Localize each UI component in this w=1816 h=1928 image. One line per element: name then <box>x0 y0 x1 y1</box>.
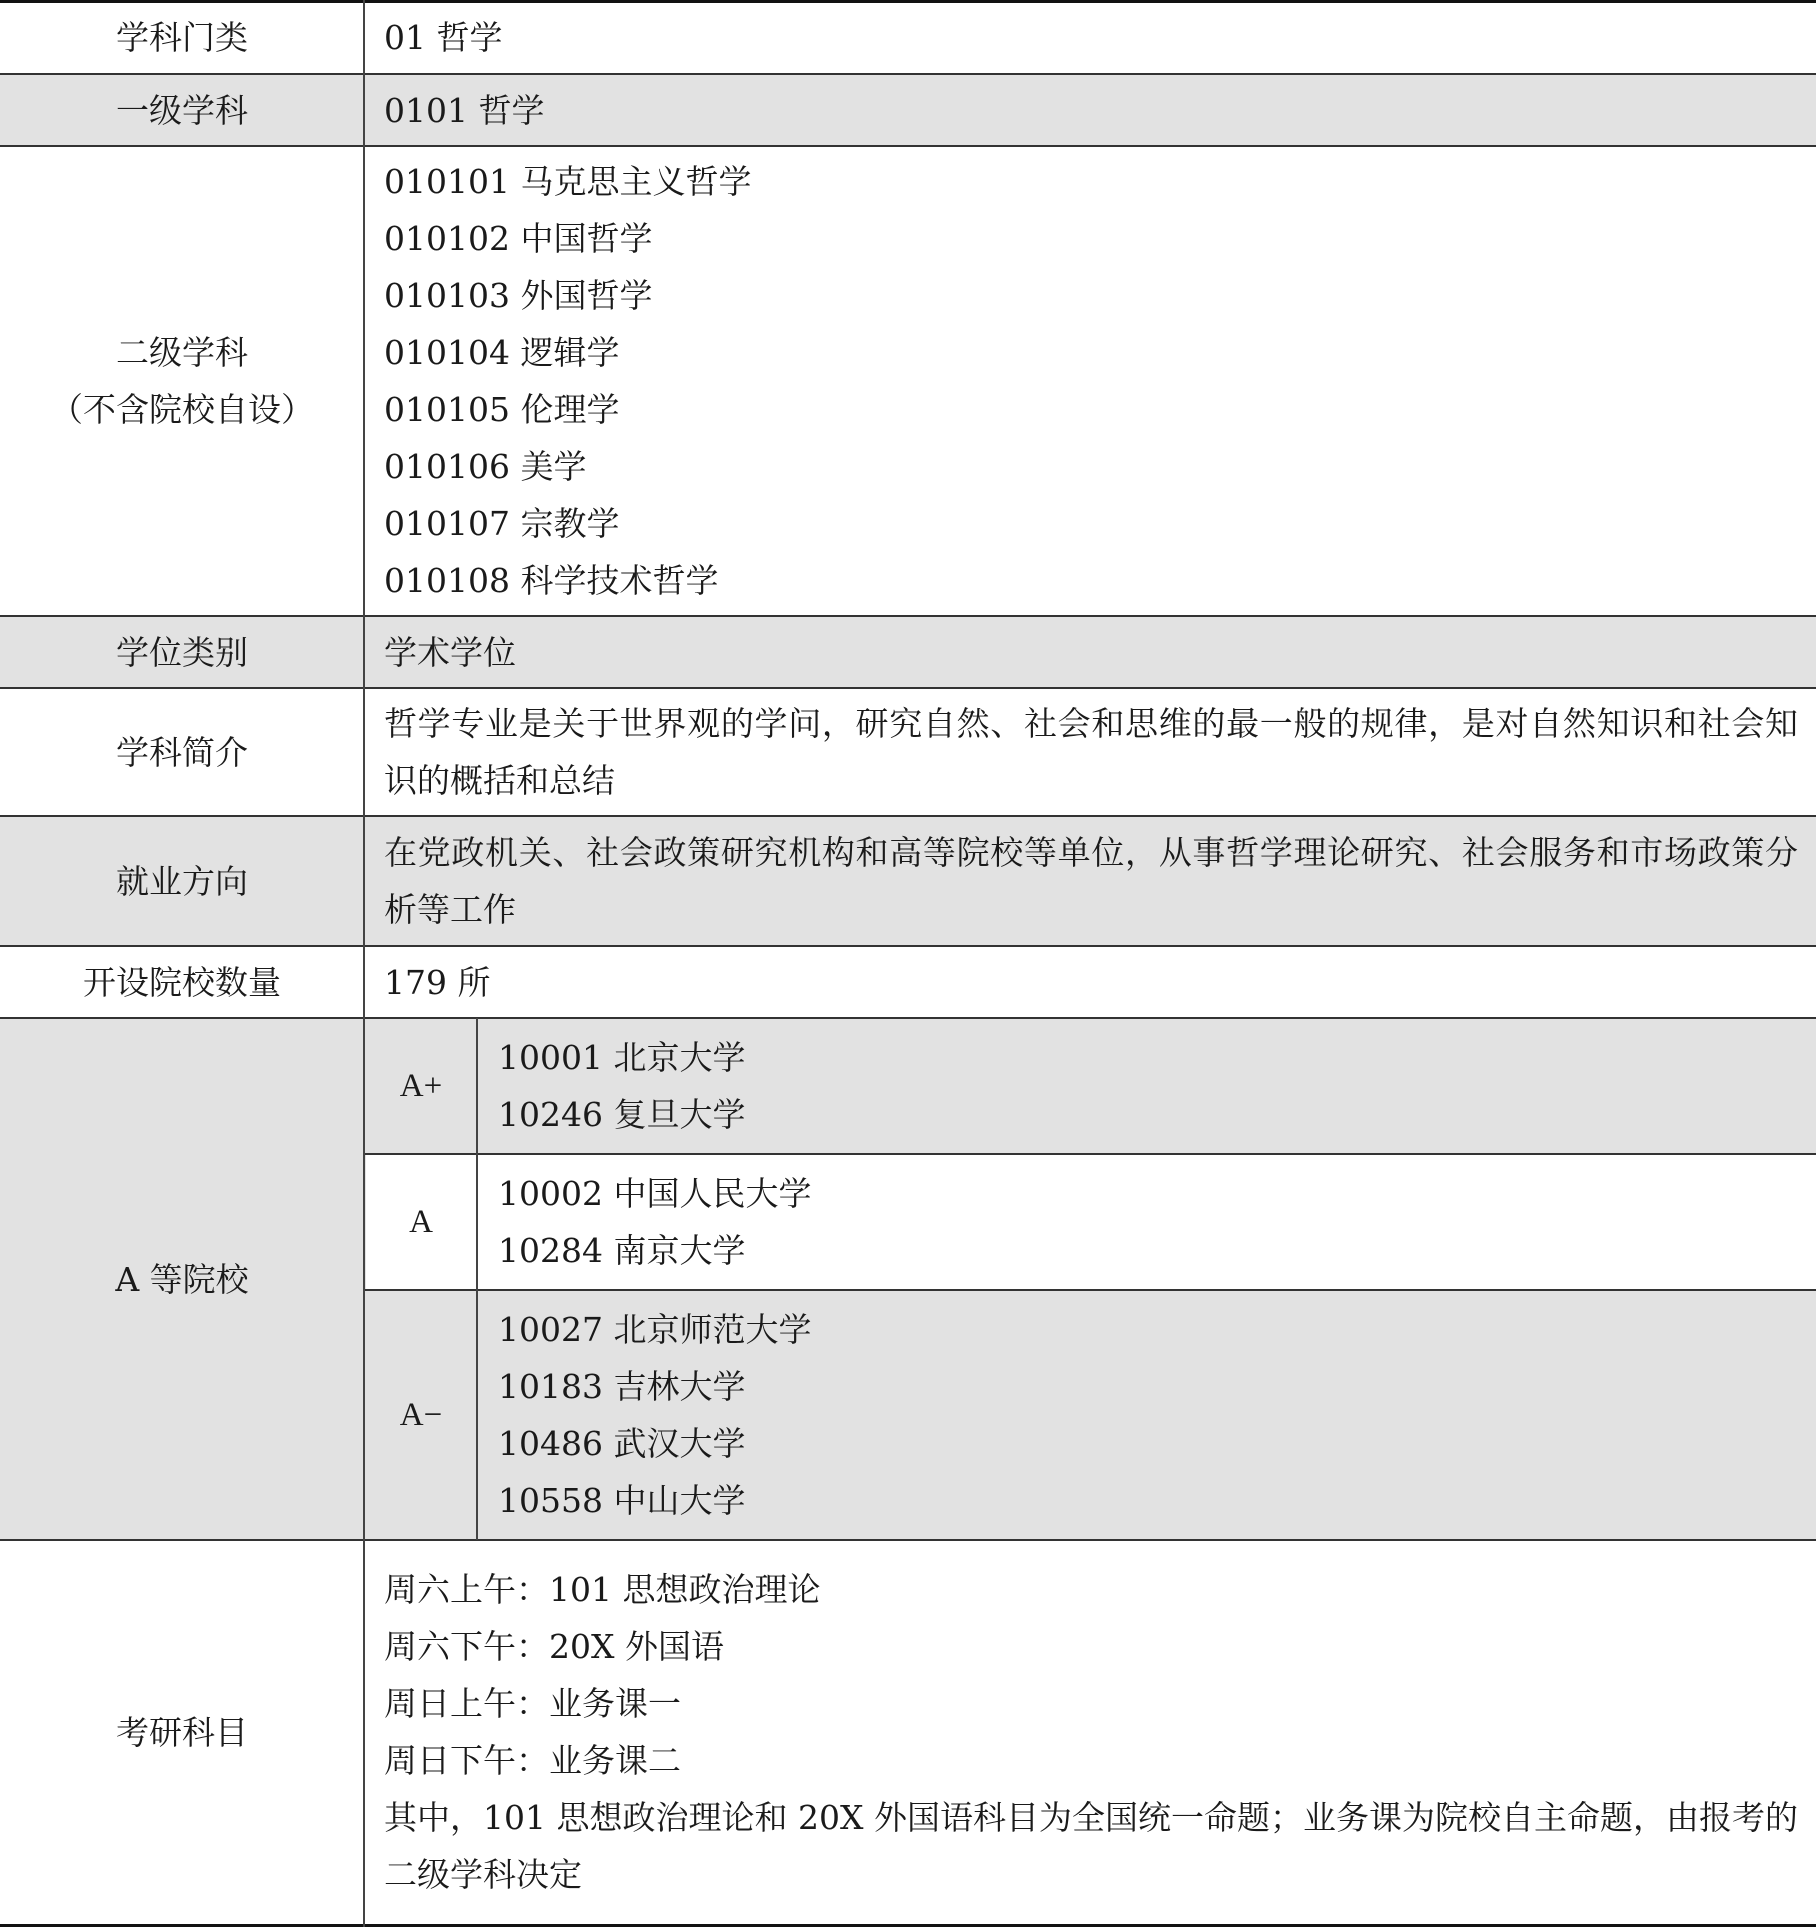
row-school-count <box>0 946 1816 1018</box>
label-second-level <box>0 146 364 616</box>
divider <box>0 145 1816 147</box>
grade-a-minus: A− <box>399 1396 443 1433</box>
value-degree-type: 学术学位 <box>384 632 516 672</box>
divider <box>0 1539 1816 1541</box>
label-employment: 就业方向 <box>116 861 248 901</box>
label-intro: 学科简介 <box>116 732 248 772</box>
row-degree-type <box>0 616 1816 688</box>
label-second-level-line2: （不含院校自设） <box>50 390 314 429</box>
label-degree-type: 学位类别 <box>116 632 248 672</box>
label-exam: 考研科目 <box>116 1712 248 1752</box>
row-exam <box>0 1540 1816 1924</box>
divider <box>0 945 1816 947</box>
grade-a-schools <box>498 1154 1798 1290</box>
list-item: 10558 中山大学 <box>498 1481 746 1520</box>
list-item: 010107 宗教学 <box>384 504 620 543</box>
label-second-level-line1: 二级学科 <box>116 333 248 372</box>
list-item: 周日下午：业务课二 <box>384 1741 681 1780</box>
value-employment <box>384 816 1798 946</box>
value-intro <box>384 688 1798 816</box>
list-item: 10246 复旦大学 <box>498 1095 746 1134</box>
exam-list <box>384 1540 1798 1924</box>
table-top-rule <box>0 0 1816 3</box>
column-divider <box>363 0 365 1927</box>
row-employment <box>0 816 1816 946</box>
grade-a: A <box>409 1203 433 1240</box>
divider <box>0 1017 1816 1019</box>
label-first-level: 一级学科 <box>116 90 248 130</box>
exam-note: 其中，101 思想政治理论和 20X 外国语科目为全国统一命题；业务课为院校自主命题，由报考的二级学科决定 <box>384 1798 1798 1894</box>
list-item: 010101 马克思主义哲学 <box>384 162 752 201</box>
second-level-list <box>384 146 1798 616</box>
divider <box>0 73 1816 75</box>
list-item: 010102 中国哲学 <box>384 219 653 258</box>
list-item: 010103 外国哲学 <box>384 276 653 315</box>
list-item: 周六上午：101 思想政治理论 <box>384 1570 821 1609</box>
list-item: 周六下午：20X 外国语 <box>384 1627 724 1666</box>
employment-text: 在党政机关、社会政策研究机构和高等院校等单位，从事哲学理论研究、社会服务和市场政策分析等工作 <box>384 833 1798 929</box>
list-item: 010108 科学技术哲学 <box>384 561 719 600</box>
row-a-schools <box>0 1018 1816 1540</box>
intro-text: 哲学专业是关于世界观的学问，研究自然、社会和思维的最一般的规律，是对自然知识和社会知识的概括和总结 <box>384 704 1798 800</box>
divider <box>0 615 1816 617</box>
grade-a-plus-schools <box>498 1018 1798 1154</box>
row-category <box>0 0 1816 74</box>
list-item: 10001 北京大学 <box>498 1038 746 1077</box>
divider <box>0 687 1816 689</box>
row-second-level <box>0 146 1816 616</box>
table-bottom-rule <box>0 1924 1816 1927</box>
row-intro <box>0 688 1816 816</box>
list-item: 10183 吉林大学 <box>498 1367 746 1406</box>
value-category: 01 哲学 <box>384 17 503 57</box>
list-item: 10027 北京师范大学 <box>498 1310 812 1349</box>
list-item: 10002 中国人民大学 <box>498 1174 812 1213</box>
label-school-count: 开设院校数量 <box>83 962 281 1002</box>
divider <box>364 1289 1816 1291</box>
list-item: 010106 美学 <box>384 447 587 486</box>
divider <box>0 815 1816 817</box>
label-a-schools: A 等院校 <box>115 1259 249 1299</box>
list-item: 010104 逻辑学 <box>384 333 620 372</box>
list-item: 10284 南京大学 <box>498 1231 746 1270</box>
list-item: 10486 武汉大学 <box>498 1424 746 1463</box>
list-item: 010105 伦理学 <box>384 390 620 429</box>
divider <box>364 1153 1816 1155</box>
list-item: 周日上午：业务课一 <box>384 1684 681 1723</box>
value-school-count: 179 所 <box>384 962 491 1002</box>
grade-a-minus-schools <box>498 1290 1798 1540</box>
row-first-level <box>0 74 1816 146</box>
label-category: 学科门类 <box>116 17 248 57</box>
value-first-level: 0101 哲学 <box>384 90 545 130</box>
grade-a-plus: A+ <box>399 1067 443 1104</box>
grade-column-divider <box>476 1018 478 1540</box>
